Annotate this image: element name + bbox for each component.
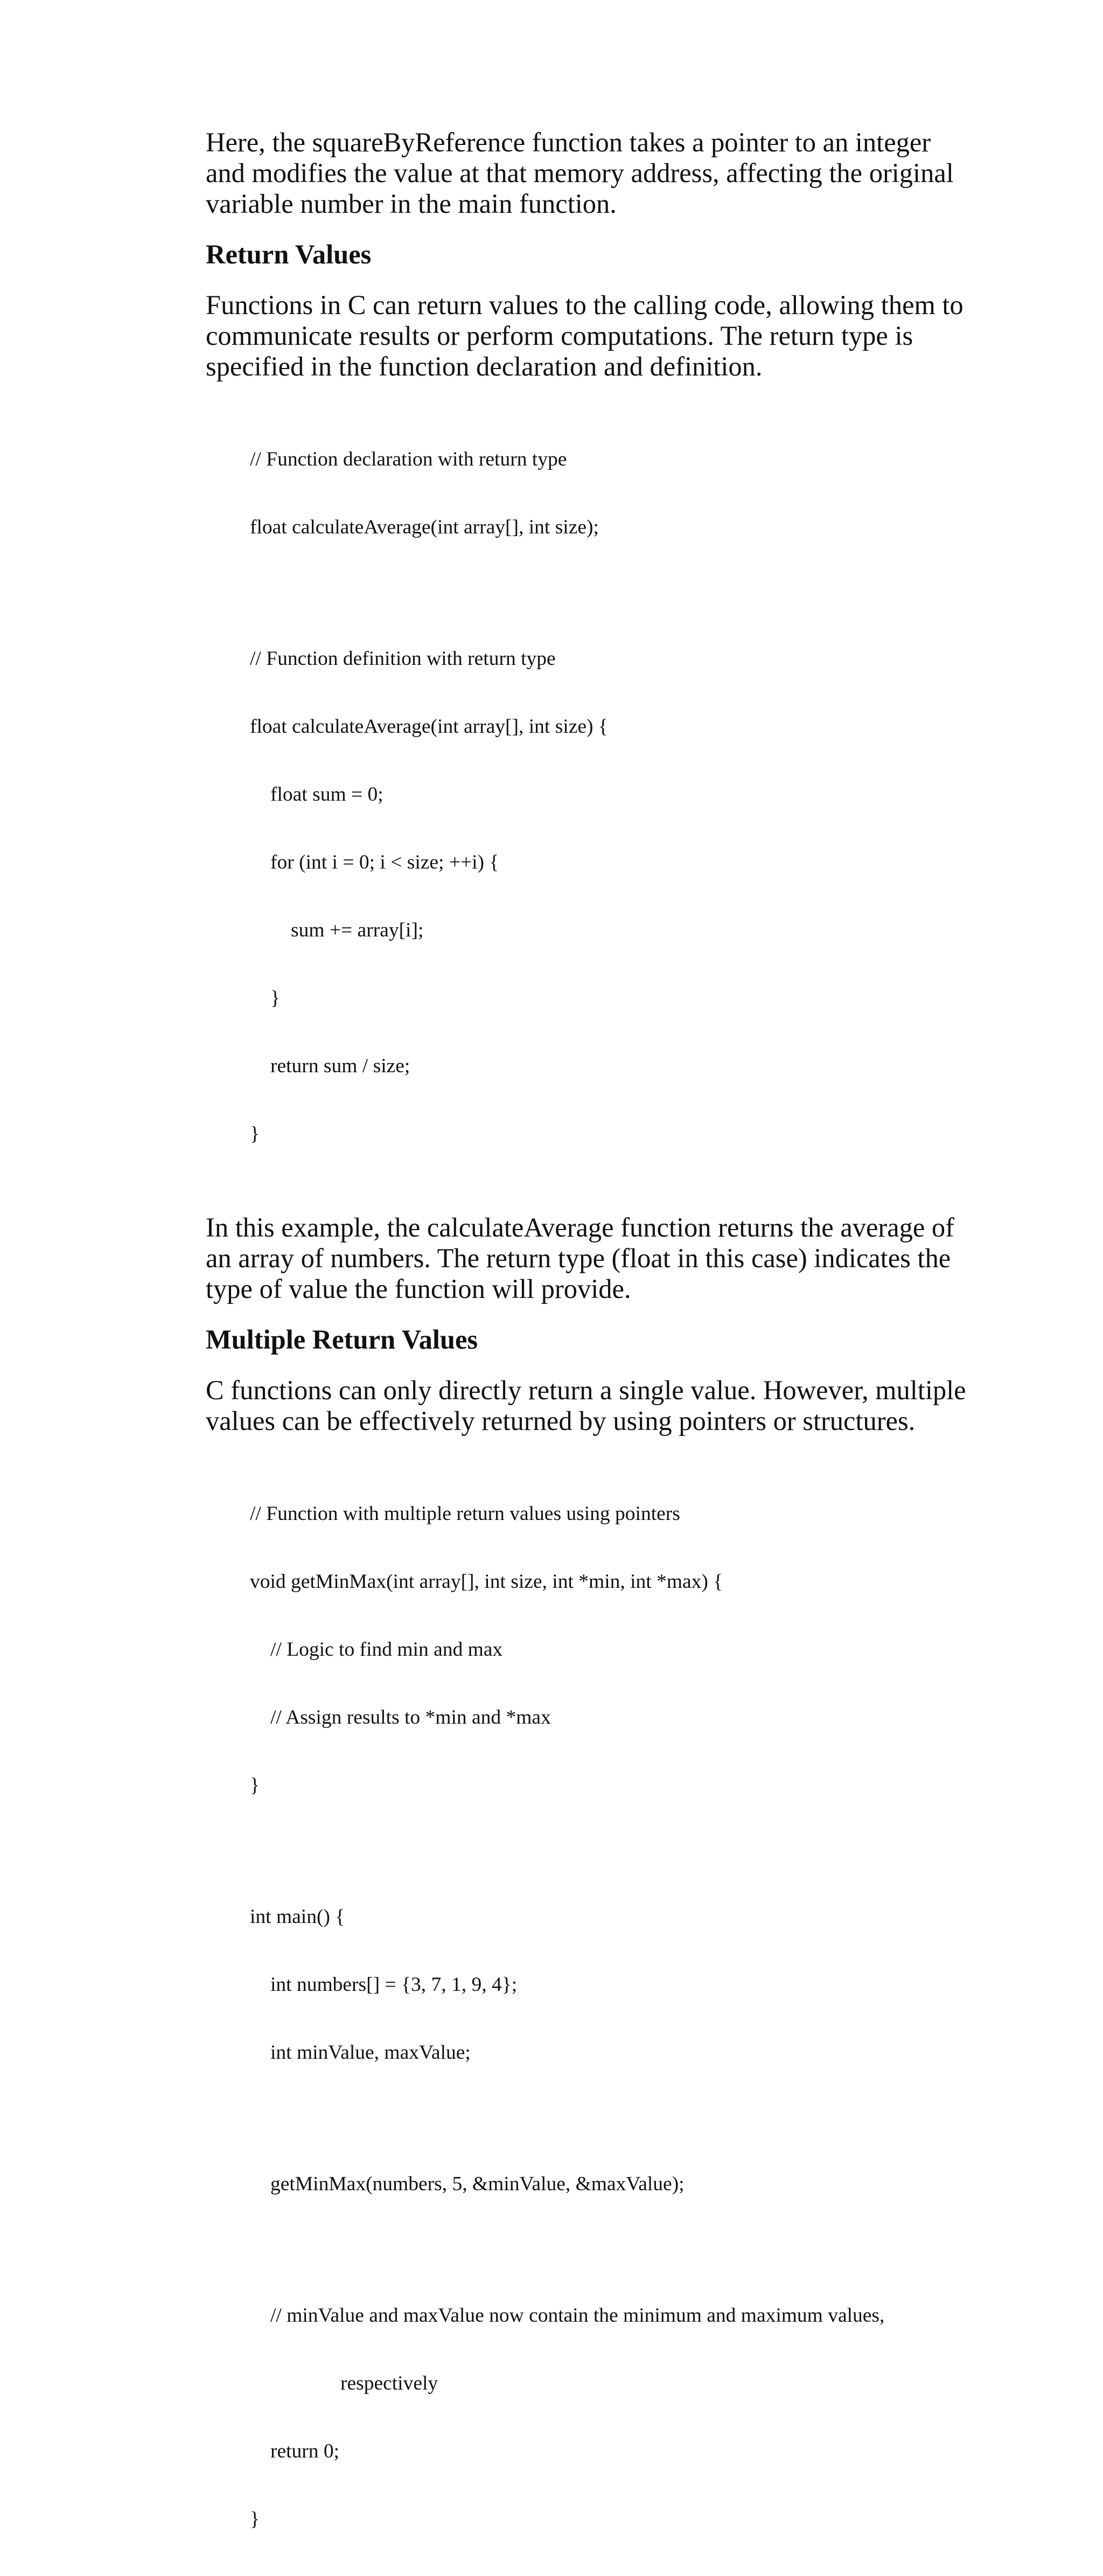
code-line: respectively	[340, 2372, 438, 2394]
code-line: int numbers[] = {3, 7, 1, 9, 4};	[270, 1974, 518, 1996]
code-blank-line	[250, 2241, 971, 2259]
multiple-return-values-paragraph	[206, 1375, 971, 1436]
paragraph-line: variable number in the main function.	[206, 189, 617, 219]
paragraph-line: In this example, the calculateAverage function returns the average of	[206, 1212, 954, 1242]
paragraph-line: C functions can only directly return a single value. However, multiple	[206, 1375, 966, 1405]
paragraph-line: values can be effectively returned by using pointers or structures.	[206, 1406, 916, 1436]
code-block-calculate-average	[250, 403, 971, 1191]
intro-paragraph	[206, 127, 971, 219]
code-line: int main() {	[250, 1906, 345, 1928]
code-line: float calculateAverage(int array[], int size) {	[250, 716, 608, 738]
paragraph-line: Here, the squareByReference function takes a pointer to an integer	[206, 127, 931, 157]
code-line: float calculateAverage(int array[], int size);	[250, 516, 599, 538]
section-heading-multiple-return-values: Multiple Return Values	[206, 1324, 478, 1355]
paragraph-line: communicate results or perform computations. The return type is	[206, 321, 913, 351]
code-line: // Logic to find min and max	[270, 1638, 503, 1661]
code-line: // Function with multiple return values using pointers	[250, 1503, 680, 1525]
code-line: // Function declaration with return type	[250, 448, 567, 470]
section-heading-return-values: Return Values	[206, 239, 372, 269]
code-line: // Assign results to *min and *max	[270, 1706, 551, 1728]
code-line: // Function definition with return type	[250, 648, 556, 670]
code-line: }	[250, 1774, 260, 1796]
code-block-get-min-max	[250, 1457, 971, 2576]
code-line: for (int i = 0; i < size; ++i) {	[270, 851, 499, 873]
code-line: // minValue and maxValue now contain the minimum and maximum values,	[270, 2304, 885, 2327]
document-page	[206, 127, 971, 2576]
code-blank-line	[250, 1842, 971, 1860]
code-line: int minValue, maxValue;	[270, 2042, 471, 2064]
code-line: void getMinMax(int array[], int size, int *min, int *max) {	[250, 1571, 723, 1593]
code-blank-line	[250, 584, 971, 602]
code-line: getMinMax(numbers, 5, &minValue, &maxValue);	[270, 2173, 685, 2195]
paragraph-line: specified in the function declaration and definition.	[206, 351, 763, 381]
code-line: }	[270, 987, 280, 1009]
return-values-explanation	[206, 1212, 971, 1304]
code-line: float sum = 0;	[270, 783, 383, 806]
paragraph-line: Functions in C can return values to the calling code, allowing them to	[206, 290, 964, 320]
code-line: sum += array[i];	[291, 919, 424, 941]
paragraph-line: an array of numbers. The return type (float in this case) indicates the	[206, 1243, 951, 1273]
code-line: return sum / size;	[270, 1055, 410, 1077]
paragraph-line: and modifies the value at that memory address, affecting the original	[206, 158, 954, 188]
return-values-paragraph	[206, 290, 971, 382]
code-line: return 0;	[270, 2440, 340, 2462]
code-line: }	[250, 2508, 260, 2530]
code-line: }	[250, 1123, 260, 1145]
code-blank-line	[250, 2109, 971, 2128]
paragraph-line: type of value the function will provide.	[206, 1274, 631, 1304]
